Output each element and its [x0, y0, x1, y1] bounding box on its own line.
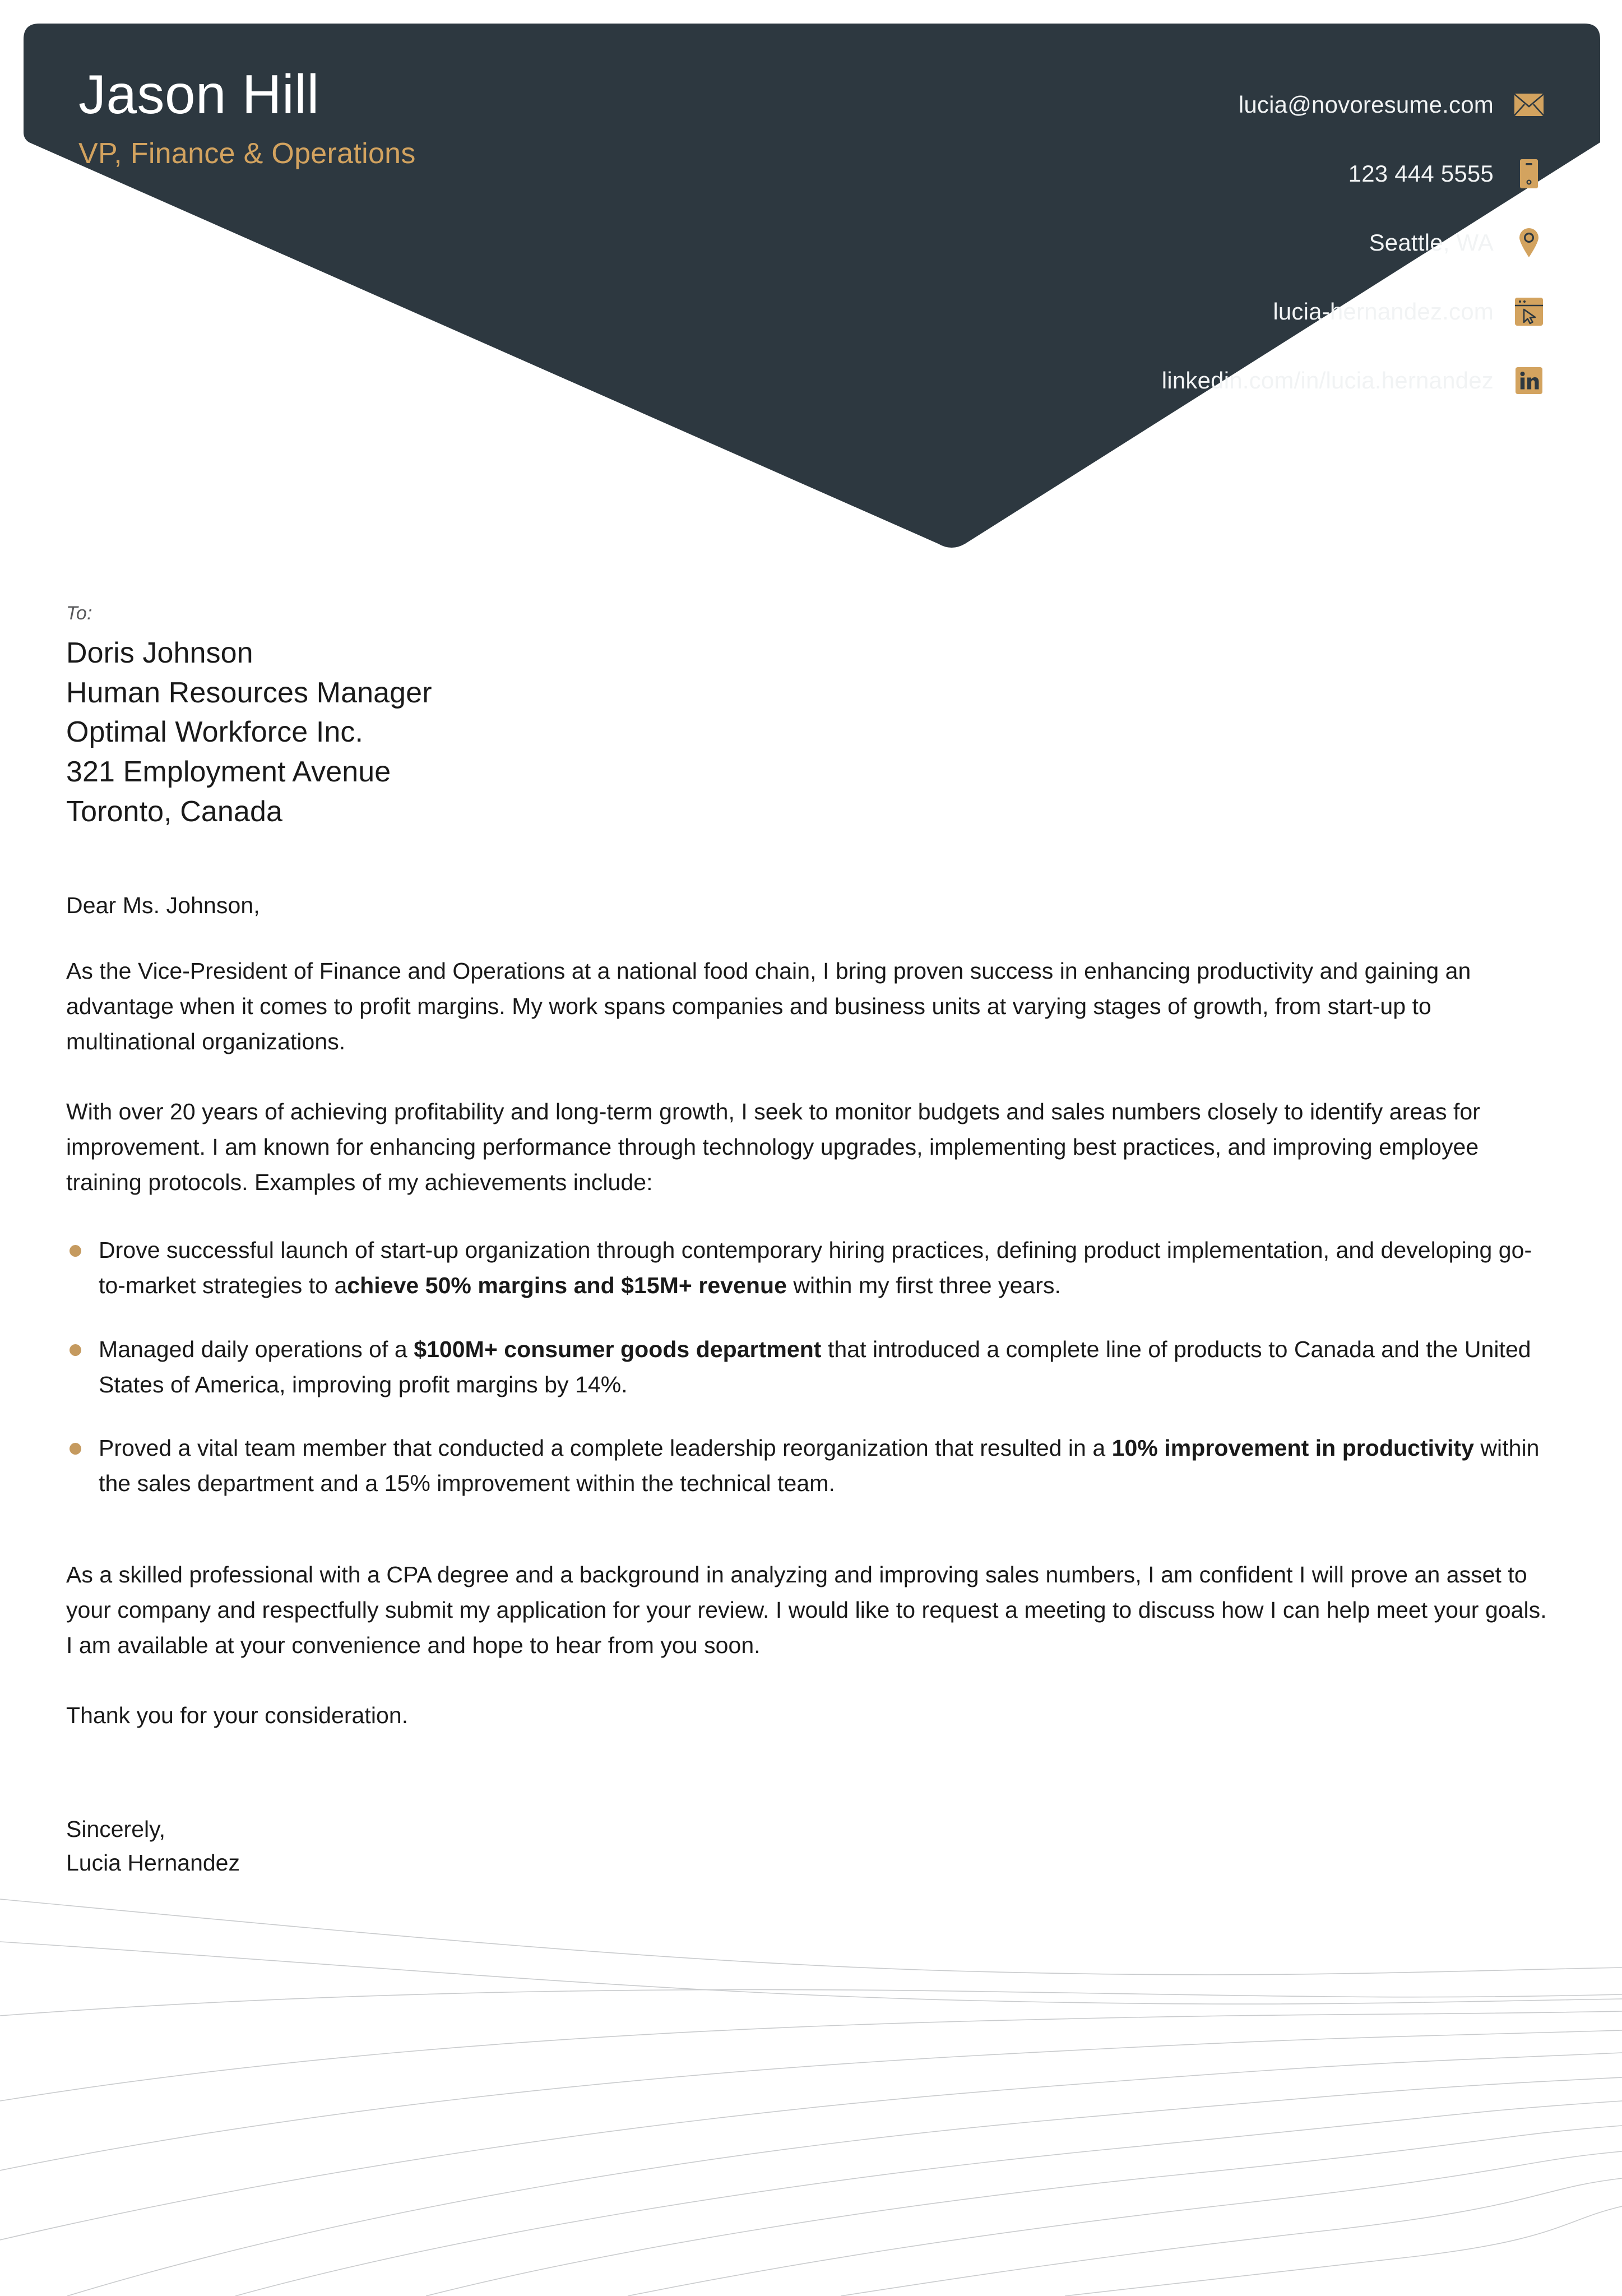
- signature-block: [66, 1812, 1557, 1880]
- achievement-text-before: Drove successful launch of start-up organization through contemporary hiring practices, defining product implementation, and developing go-to-market strategies to a: [99, 1237, 1532, 1299]
- email-text: lucia@novoresume.com: [1238, 91, 1494, 118]
- contact-row-website: [1162, 292, 1545, 331]
- list-item: [66, 1332, 1557, 1402]
- contact-row-phone: [1162, 154, 1545, 193]
- paragraph-thanks: Thank you for your consideration.: [66, 1702, 409, 1729]
- salutation: Dear Ms. Johnson,: [66, 892, 260, 918]
- achievement-highlight: $100M+ consumer goods department: [414, 1336, 822, 1362]
- location-text: Seattle, WA: [1369, 229, 1494, 256]
- letter-body: [66, 603, 1557, 1880]
- contact-row-location: [1162, 223, 1545, 262]
- identity-block: [78, 63, 416, 170]
- applicant-job-title: VP, Finance & Operations: [78, 137, 416, 170]
- achievement-text-after: within my first three years.: [786, 1272, 1061, 1299]
- contact-row-linkedin: [1162, 361, 1545, 400]
- recipient-name: Doris Johnson: [66, 637, 253, 669]
- to-label: To:: [66, 603, 92, 624]
- achievement-text-after: within the sales department and a 15% improvement within the technical team.: [99, 1434, 1540, 1496]
- signer-name: Lucia Hernandez: [66, 1850, 240, 1876]
- recipient-job-title: Human Resources Manager: [66, 676, 432, 709]
- decorative-wave-pattern: [0, 1848, 1622, 2296]
- paragraph-experience: With over 20 years of achieving profitability and long-term growth, I seek to monitor budgets and sales numbers closely to identify areas for improvement. I am known for enhancing performance through technology upgrades, implementing best practices, and improving employee training protocols. Examples of my achievements include:: [66, 1098, 1480, 1196]
- phone-text: 123 444 5555: [1348, 160, 1494, 187]
- achievement-highlight: 10% improvement in productivity: [1111, 1434, 1474, 1461]
- achievement-text-before: Managed daily operations of a: [99, 1336, 414, 1362]
- header-content: [24, 24, 1600, 550]
- achievement-text-before: Proved a vital team member that conducted a complete leadership reorganization that resulted in a: [99, 1434, 1112, 1461]
- contact-details-list: [1162, 85, 1545, 400]
- sign-off: Sincerely,: [66, 1816, 165, 1842]
- website-text: lucia-hernandez.com: [1273, 298, 1494, 325]
- phone-icon: [1513, 158, 1545, 190]
- recipient-street: 321 Employment Avenue: [66, 756, 391, 789]
- envelope-icon: [1513, 89, 1545, 121]
- website-cursor-icon: [1513, 295, 1545, 328]
- header-banner: [24, 24, 1600, 550]
- recipient-address-block: [66, 633, 1557, 832]
- paragraph-closing: As a skilled professional with a CPA degree and a background in analyzing and improving sales numbers, I am confident I will prove an asset to your company and respectfully submit my application for your review. I would like to request a meeting to discuss how I can help meet your goals. I am available at your convenience and hope to hear from you soon.: [66, 1562, 1547, 1659]
- location-pin-icon: [1513, 226, 1545, 259]
- recipient-company: Optimal Workforce Inc.: [66, 716, 364, 749]
- paragraph-intro: As the Vice-President of Finance and Operations at a national food chain, I bring proven success in enhancing productivity and gaining an advantage when it comes to profit margins. My work spans companies and business units at varying stages of growth, from start-up to multinational organizations.: [66, 957, 1471, 1054]
- achievement-highlight: chieve 50% margins and $15M+ revenue: [347, 1272, 787, 1299]
- achievement-text-after: that introduced a complete line of products to Canada and the United States of America, improving profit margins by 14%.: [99, 1336, 1531, 1397]
- linkedin-text: linkedin.com/in/lucia.hernandez: [1161, 367, 1494, 394]
- recipient-city: Toronto, Canada: [66, 795, 282, 828]
- achievements-list: [66, 1233, 1557, 1501]
- list-item: [66, 1233, 1557, 1303]
- contact-row-email: [1162, 85, 1545, 124]
- linkedin-icon: [1513, 364, 1545, 397]
- list-item: [66, 1431, 1557, 1501]
- applicant-name: Jason Hill: [78, 63, 319, 125]
